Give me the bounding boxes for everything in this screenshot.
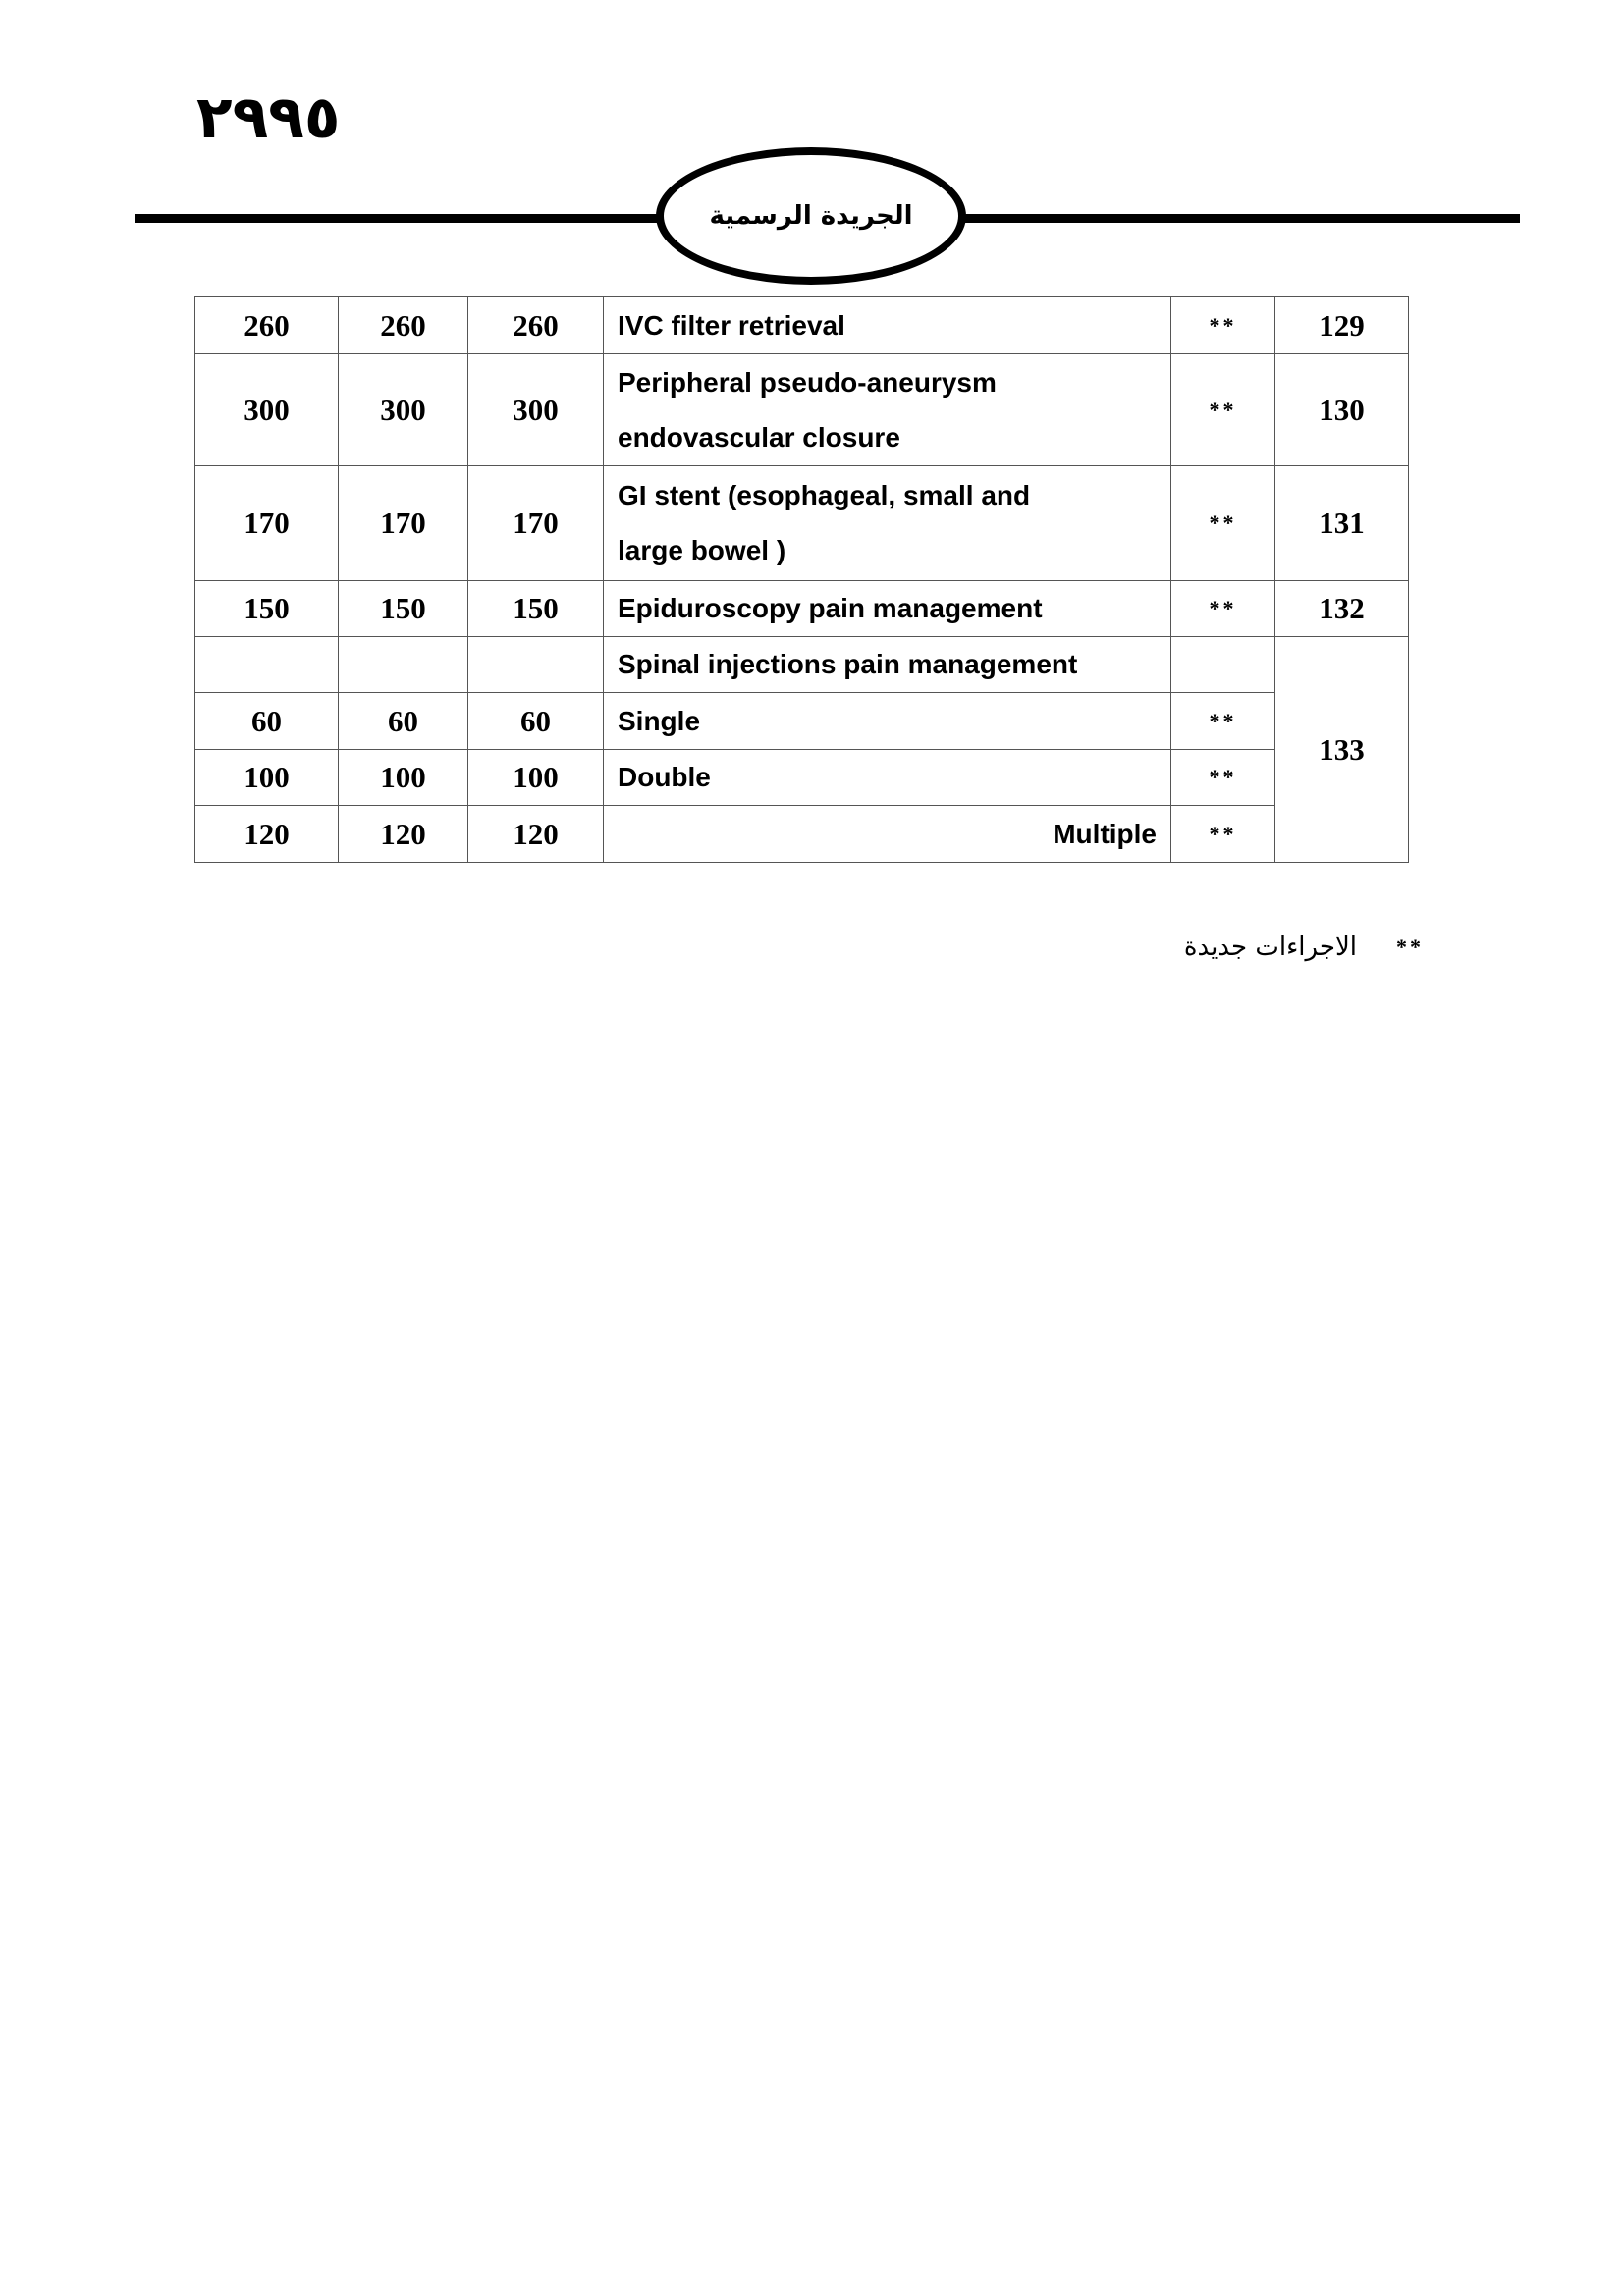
- table-row: [195, 466, 1409, 581]
- fee-cell: 150: [468, 581, 604, 637]
- procedure-group-heading: Spinal injections pain management: [604, 637, 1171, 693]
- fee-cell: 300: [195, 354, 339, 466]
- footnote-text: الاجراءات جديدة: [1183, 933, 1357, 962]
- footnote: [1184, 933, 1424, 962]
- description-line: endovascular closure: [618, 421, 900, 453]
- fee-cell: 100: [339, 750, 468, 806]
- procedure-code: 132: [1275, 581, 1409, 637]
- table-row: [195, 750, 1409, 806]
- new-procedure-mark: **: [1171, 466, 1275, 581]
- fee-cell: [195, 637, 339, 693]
- procedure-description: Multiple: [604, 806, 1171, 863]
- table-row: [195, 354, 1409, 466]
- procedure-description: Epiduroscopy pain management: [604, 581, 1171, 637]
- fee-cell: 60: [195, 693, 339, 750]
- fee-cell: 170: [195, 466, 339, 581]
- fee-cell: 300: [468, 354, 604, 466]
- fee-cell: 260: [195, 297, 339, 354]
- procedure-code: 130: [1275, 354, 1409, 466]
- fee-cell: 260: [339, 297, 468, 354]
- procedure-description: [604, 466, 1171, 581]
- table-row: [195, 806, 1409, 863]
- fee-cell: 60: [339, 693, 468, 750]
- table-row: [195, 581, 1409, 637]
- new-procedure-mark: **: [1171, 750, 1275, 806]
- fee-cell: 100: [468, 750, 604, 806]
- fee-cell: 150: [339, 581, 468, 637]
- new-procedure-mark: **: [1171, 297, 1275, 354]
- procedure-description: IVC filter retrieval: [604, 297, 1171, 354]
- fee-cell: [468, 637, 604, 693]
- procedure-description: Double: [604, 750, 1171, 806]
- procedure-description: [604, 354, 1171, 466]
- publication-title: الجريدة الرسمية: [709, 201, 913, 231]
- fee-cell: 120: [339, 806, 468, 863]
- procedure-code: 129: [1275, 297, 1409, 354]
- new-procedure-mark: **: [1171, 693, 1275, 750]
- table-row: [195, 637, 1409, 693]
- procedure-description: Single: [604, 693, 1171, 750]
- fee-cell: 60: [468, 693, 604, 750]
- description-line: Peripheral pseudo-aneurysm: [618, 366, 997, 398]
- fee-cell: 120: [468, 806, 604, 863]
- description-line: large bowel ): [618, 535, 786, 565]
- publication-title-oval: [656, 147, 966, 285]
- new-procedure-mark: **: [1171, 354, 1275, 466]
- fee-cell: 100: [195, 750, 339, 806]
- table-row: [195, 693, 1409, 750]
- description-line: GI stent (esophageal, small and: [618, 480, 1031, 510]
- fee-cell: 170: [468, 466, 604, 581]
- procedure-code: 131: [1275, 466, 1409, 581]
- procedure-fees-table: [194, 296, 1409, 863]
- fee-cell: [339, 637, 468, 693]
- new-procedure-mark: [1171, 637, 1275, 693]
- table-row: [195, 297, 1409, 354]
- new-procedure-mark: **: [1171, 581, 1275, 637]
- footnote-mark: **: [1396, 934, 1424, 959]
- fee-cell: 260: [468, 297, 604, 354]
- new-procedure-mark: **: [1171, 806, 1275, 863]
- fee-cell: 300: [339, 354, 468, 466]
- procedure-code: 133: [1275, 637, 1409, 863]
- fee-cell: 150: [195, 581, 339, 637]
- fee-cell: 170: [339, 466, 468, 581]
- fee-cell: 120: [195, 806, 339, 863]
- page-number: ٢٩٩٥: [196, 83, 341, 152]
